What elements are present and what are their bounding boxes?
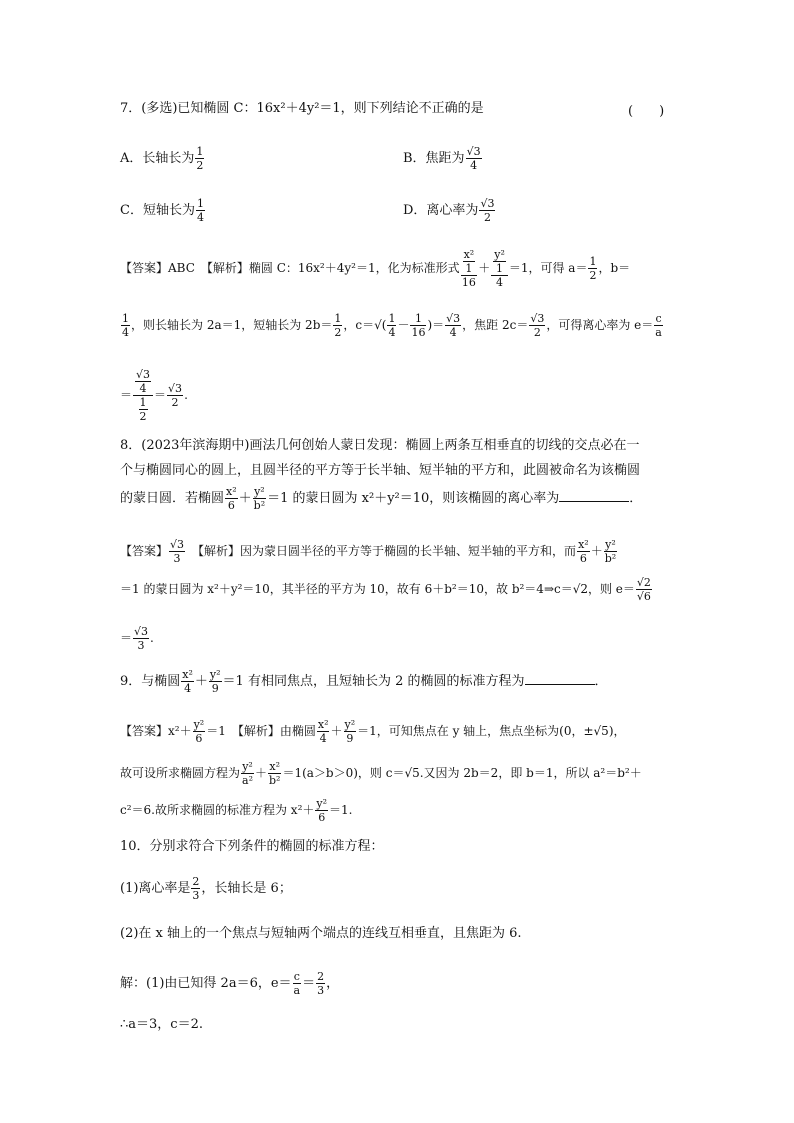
fraction: $\frac{2}{3}$ [317, 970, 325, 997]
q7-option-a: A．长轴长为 $\frac{1}{2}$ [120, 145, 204, 172]
q7-answer-line3: ＝ $\frac{\frac{√3}{4}}{\frac{1}{2}}$ ＝ $\frac{√3}{2}$ . [120, 368, 188, 423]
fraction: $\frac{1}{4}$ [196, 197, 204, 224]
fraction: $\frac{2}{3}$ [192, 875, 200, 902]
q7-answer-paren: ( ) [628, 104, 665, 119]
fraction: $\frac{√3}{4}$ [466, 145, 481, 172]
fraction: $\frac{\frac{√3}{4}}{\frac{1}{2}}$ [133, 368, 153, 423]
q8-stem-line1: 8．(2023年滨海期中)画法几何创始人蒙日发现：椭圆上两条互相垂直的切线的交点必在一 [120, 438, 640, 453]
q7-option-b: B．焦距为 $\frac{√3}{4}$ [403, 145, 481, 172]
fraction: $\frac{\frac{\text{y²}}{1}}{4}$ [491, 248, 508, 289]
q9-stem: 9．与椭圆 $\frac{\text{x²}}{4}$ ＋ $\frac{\text{y²}}{9}$ ＝1 有相同焦点，且短轴长为 2 的椭圆的标准方程为 ． [120, 668, 608, 695]
fraction: $\frac{c}{a}$ [655, 312, 662, 339]
fraction: $\frac{1}{4}$ [122, 312, 129, 339]
fraction: $\frac{\text{x²}}{4}$ [182, 668, 193, 695]
q7-answer-line2: $\frac{1}{4}$ ，则长轴长为 2a＝1，短轴长为 2b＝ $\frac{1}{2}$ ，c＝√( $\frac{1}{4}$ － $\frac{1}{16}$ )＝ $\frac{√3}{4}$ ，焦距 2c＝ $\frac{√3}{2}$ ，可得离心率为 e＝ $\frac{c}{a}$ [122, 312, 662, 339]
fraction: $\frac{√3}{2}$ [530, 312, 545, 339]
fraction: $\frac{\text{y²}}{\text{b²}}$ [253, 485, 266, 512]
fraction: $\frac{√2}{√6}$ [636, 576, 651, 603]
q9-answer-line2: 故可设所求椭圆方程为 $\frac{\text{y²}}{\text{a²}}$ ＋ $\frac{\text{x²}}{\text{b²}}$ ＝1(a＞b＞0)，则 c＝√5.又因为 2b＝2，即 b＝1，所以 a²＝b²＋ [120, 760, 642, 787]
q10-stem: 10．分别求符合下列条件的椭圆的标准方程： [120, 839, 384, 854]
fraction: $\frac{\text{x²}}{6}$ [578, 538, 589, 565]
q9-answer-line1: 【答案】x²＋ $\frac{\text{y²}}{6}$ ＝1 【解析】由椭圆 $\frac{\text{x²}}{4}$ ＋ $\frac{\text{y²}}{9}$ ＝1，可知焦点在 y 轴上，焦点坐标为(0，±√5)， [120, 718, 626, 745]
fraction: $\frac{√3}{2}$ [480, 197, 495, 224]
fraction: $\frac{√3}{2}$ [168, 382, 183, 409]
fraction: $\frac{\text{y²}}{\text{b²}}$ [604, 538, 617, 565]
fraction: $\frac{1}{2}$ [334, 312, 342, 339]
fraction: $\frac{√3}{3}$ [170, 538, 185, 565]
fraction: $\frac{\text{y²}}{6}$ [316, 797, 327, 824]
fraction: $\frac{\text{y²}}{\text{a²}}$ [242, 760, 253, 787]
fraction: $\frac{1}{2}$ [589, 255, 597, 282]
fraction: $\frac{\text{y²}}{9}$ [344, 718, 356, 745]
fraction: $\frac{\frac{\text{x²}}{1}}{16}$ [461, 248, 476, 289]
q9-answer-line3: c²＝6.故所求椭圆的标准方程为 x²＋ $\frac{\text{y²}}{6}$ ＝1. [120, 797, 353, 824]
fraction: $\frac{\text{y²}}{9}$ [209, 668, 221, 695]
fraction: $\frac{√3}{4}$ [446, 312, 461, 339]
q7-stem: 7．(多选)已知椭圆 C：16x²＋4y²＝1，则下列结论不正确的是 [120, 101, 484, 116]
q7-option-c: C．短轴长为 $\frac{1}{4}$ [120, 197, 204, 224]
q8-stem-line3: 的蒙日圆．若椭圆 $\frac{\text{x²}}{6}$ ＋ $\frac{\text{y²}}{\text{b²}}$ ＝1 的蒙日圆为 x²＋y²＝10，则该椭圆的离心率为 ． [120, 485, 643, 512]
q10-solution-line2: ∴a＝3，c＝2. [120, 1017, 203, 1032]
q10-part2: (2)在 x 轴上的一个焦点与短轴两个端点的连线互相垂直，且焦距为 6. [120, 926, 522, 941]
fraction: $\frac{\text{x²}}{\text{b²}}$ [269, 760, 281, 787]
fraction: $\frac{\text{y²}}{6}$ [193, 718, 205, 745]
q7-option-d: D．离心率为 $\frac{√3}{2}$ [403, 197, 495, 224]
q10-part1: (1)离心率是 $\frac{2}{3}$ ，长轴长是 6； [120, 875, 292, 902]
answer-blank [559, 489, 629, 502]
fraction: $\frac{\text{x²}}{4}$ [317, 718, 329, 745]
q8-answer-line2: ＝1 的蒙日圆为 x²＋y²＝10，其半径的平方为 10，故有 6＋b²＝10，故 b²＝4⇒c＝√2，则 e＝ $\frac{√2}{√6}$ [120, 576, 651, 603]
q10-solution-line1: 解：(1)由已知得 2a＝6，e＝ $\frac{c}{a}$ ＝ $\frac{2}{3}$ ， [120, 970, 340, 997]
q8-answer-line3: ＝ $\frac{√3}{3}$ . [120, 625, 154, 652]
fraction: $\frac{√3}{3}$ [134, 625, 149, 652]
fraction: $\frac{\text{x²}}{6}$ [226, 485, 237, 512]
answer-blank [525, 672, 595, 685]
fraction: $\frac{1}{2}$ [196, 145, 204, 172]
q7-answer-line1: 【答案】ABC 【解析】椭圆 C：16x²＋4y²＝1，化为标准形式 $\frac{\frac{\text{x²}}{1}}{16}$ ＋ $\frac{\frac{\text{y²}}{1}}{4}$ ＝1，可得 a＝ $\frac{1}{2}$ ，b＝ [120, 248, 631, 289]
q8-stem-line2: 个与椭圆同心的圆上，且圆半径的平方等于长半轴、短半轴的平方和，此圆被命名为该椭圆 [120, 463, 641, 478]
q8-answer-line1: 【答案】 $\frac{√3}{3}$ 【解析】因为蒙日圆半径的平方等于椭圆的长半轴、短半轴的平方和，而 $\frac{\text{x²}}{6}$ ＋ $\frac{\text{y²}}{\text{b²}}$ [120, 538, 617, 565]
fraction: $\frac{c}{a}$ [293, 970, 301, 997]
